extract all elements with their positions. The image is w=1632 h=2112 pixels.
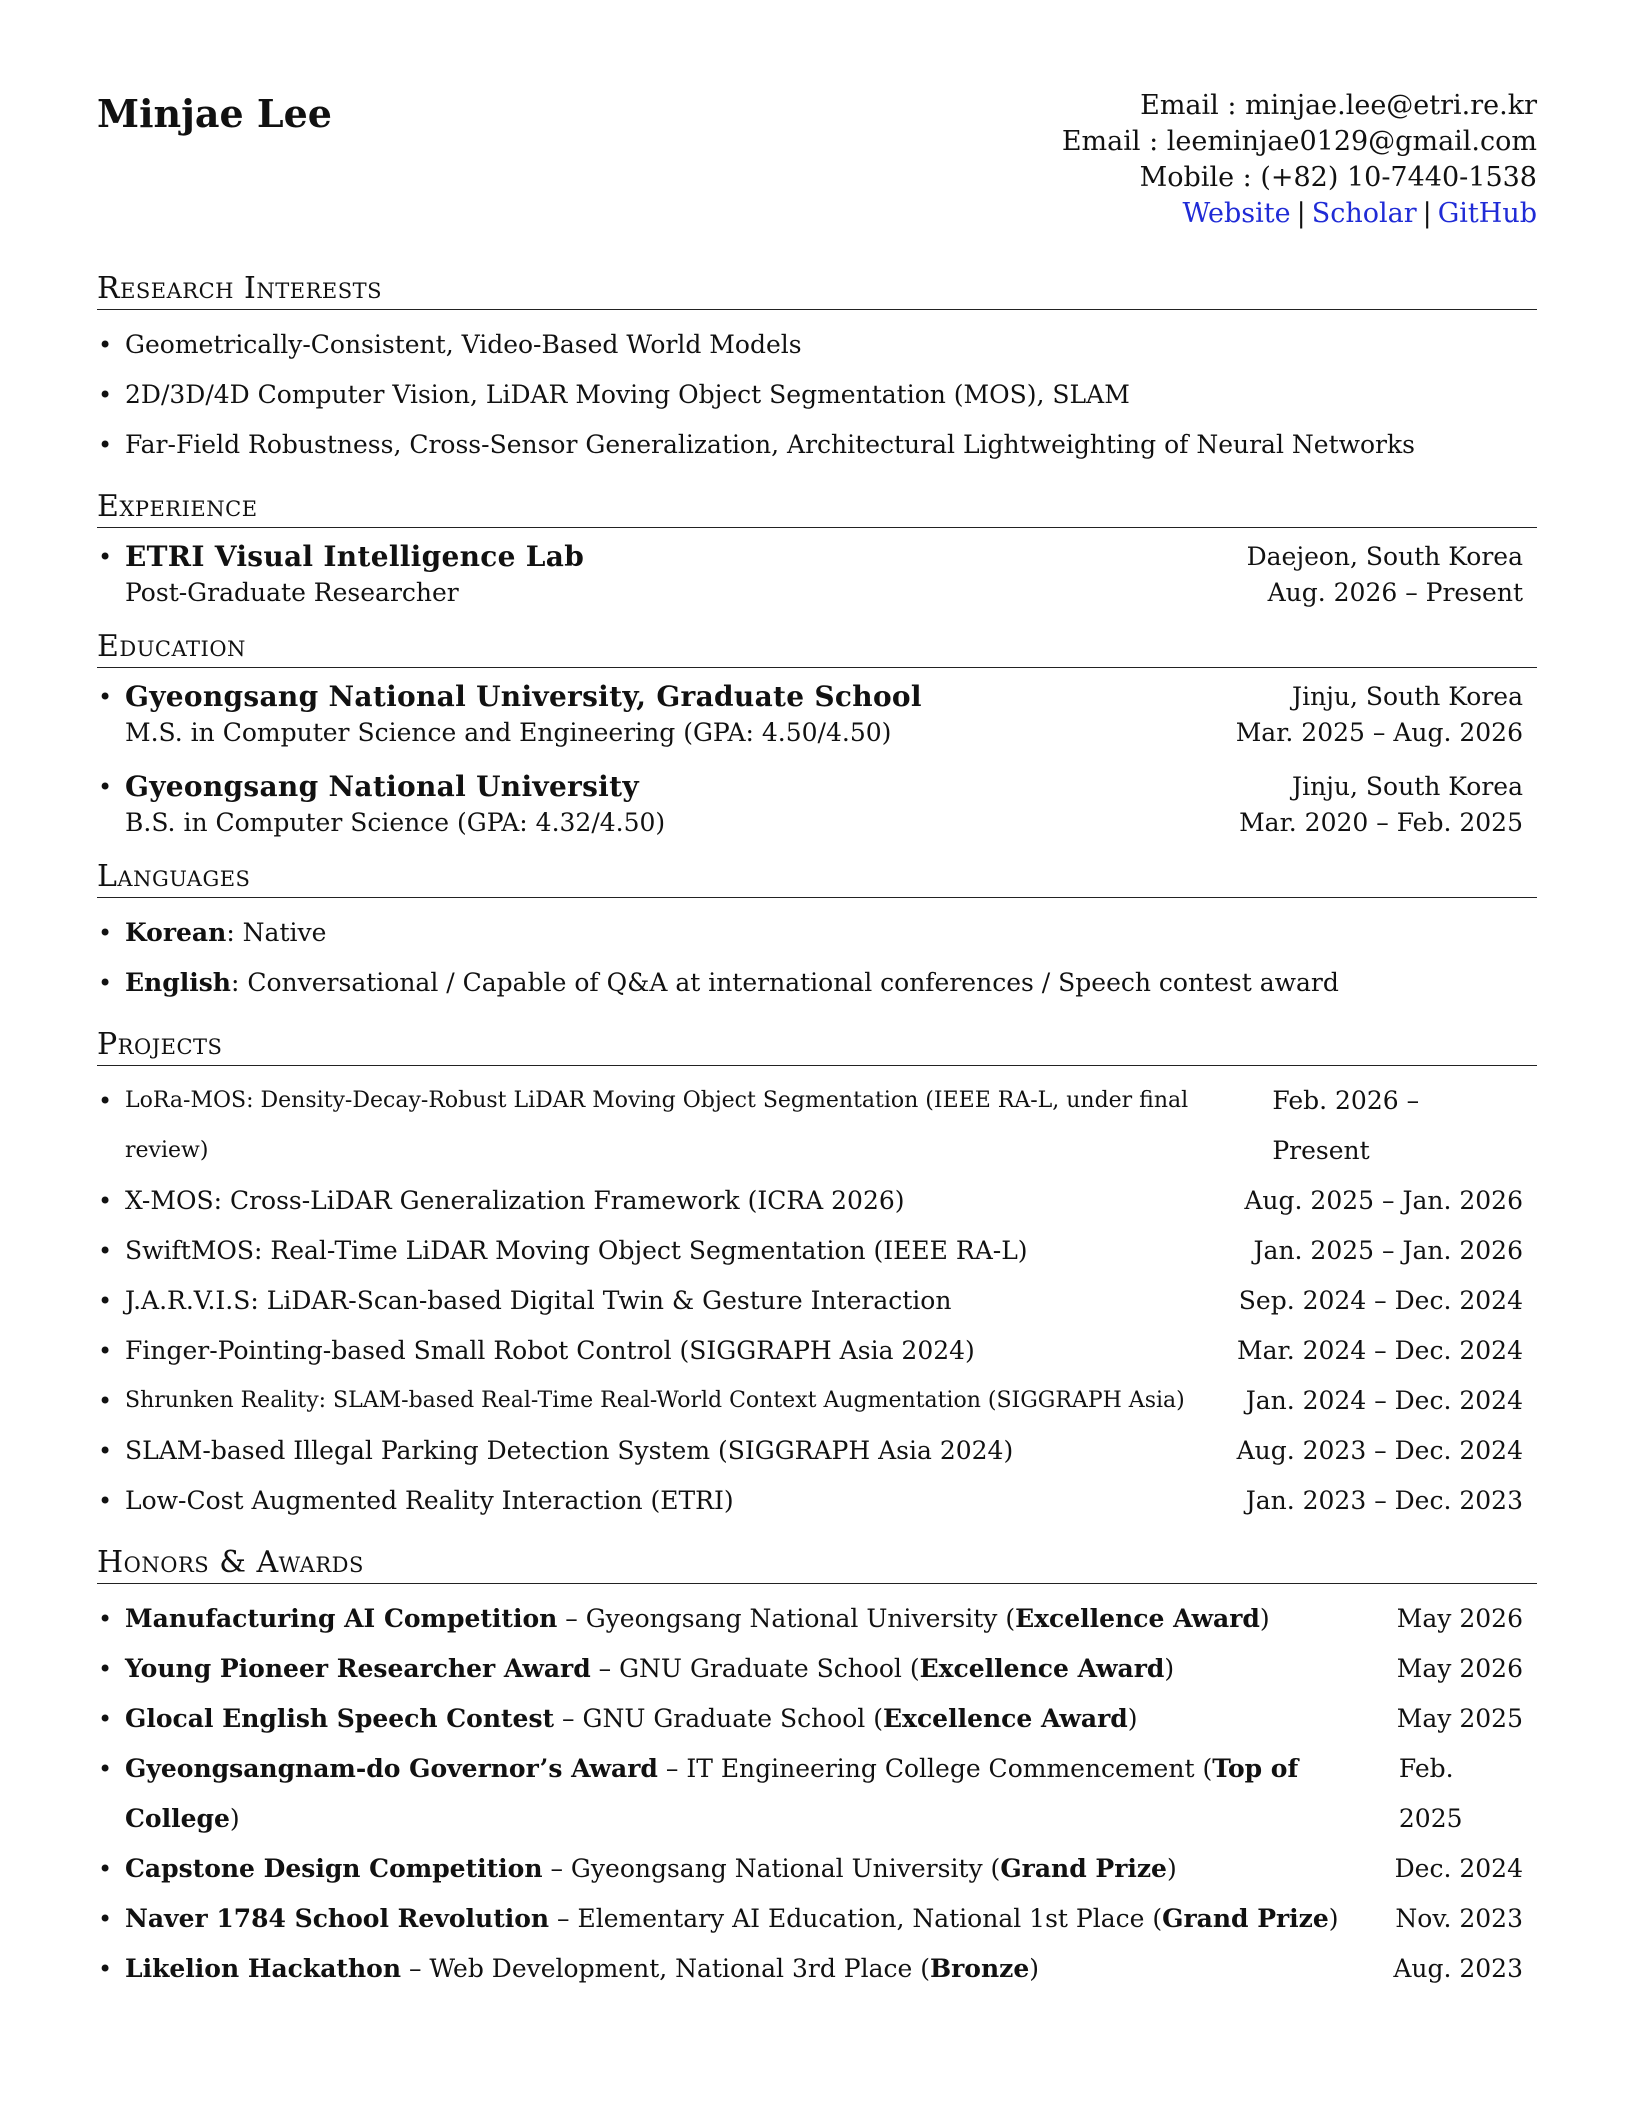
project-dates: Aug. 2025 – Jan. 2026 [1244, 1186, 1523, 1215]
project-name: • Shrunken Reality: SLAM-based Real-Time Real-World Context Augmentation (SIGGRAPH Asia) [125, 1388, 1185, 1413]
resume-page [97, 88, 1537, 2012]
list-item [97, 908, 1537, 958]
education-section [97, 628, 1537, 840]
projects-section [97, 1026, 1537, 1526]
research-interests-section [97, 270, 1537, 470]
award-close: ) [1029, 1954, 1040, 1983]
list-item: • Far-Field Robustness, Cross-Sensor Generalization, Architectural Lightweighting of Neural Networks [97, 420, 1537, 470]
list-item [97, 1894, 1537, 1944]
award-date: Feb. 2025 [1398, 1754, 1463, 1833]
projects-list [97, 1076, 1537, 1526]
award-name: Manufacturing AI Competition [125, 1604, 558, 1633]
entry-sub-row [125, 576, 1537, 610]
dates: Mar. 2020 – Feb. 2025 [1239, 808, 1523, 837]
mobile-number: (+82) 10-7440-1538 [1260, 162, 1537, 193]
award-date: May 2026 [1396, 1654, 1523, 1683]
award-prize: Bronze [930, 1954, 1030, 1983]
award-prize: Excellence Award [1015, 1604, 1260, 1633]
award-date: May 2026 [1396, 1604, 1523, 1633]
award-date: May 2025 [1396, 1704, 1523, 1733]
list-item [97, 1694, 1537, 1744]
candidate-name: Minjae Lee [97, 91, 332, 136]
list-item [97, 1076, 1537, 1176]
section-title: Education [97, 628, 1537, 668]
profile-links [1062, 196, 1537, 232]
education-entry [97, 678, 1537, 750]
entry-main-row [125, 538, 1537, 576]
list-item [97, 1644, 1537, 1694]
email-label: Email : [1140, 90, 1246, 121]
degree: B.S. in Computer Science (GPA: 4.32/4.50) [125, 808, 666, 837]
email-line-2 [1062, 124, 1537, 160]
award-close: ) [1259, 1604, 1270, 1633]
award-close: ) [1166, 1854, 1177, 1883]
language-level: : Native [226, 918, 327, 947]
resume-header [97, 88, 1537, 232]
project-dates: Aug. 2023 – Dec. 2024 [1236, 1436, 1523, 1465]
list-item: • Geometrically-Consistent, Video-Based World Models [97, 320, 1537, 370]
award-close: ) [229, 1804, 240, 1833]
language-level: : Conversational / Capable of Q&A at international conferences / Speech contest award [230, 968, 1339, 997]
award-context: – IT Engineering College Commencement ( [657, 1754, 1213, 1783]
school: • Gyeongsang National University [125, 770, 639, 803]
list-item [97, 1276, 1537, 1326]
award-context: – Gyeongsang National University ( [542, 1854, 1001, 1883]
entry-main-row [125, 678, 1537, 716]
project-name: • J.A.R.V.I.S: LiDAR-Scan-based Digital Twin & Gesture Interaction [125, 1286, 952, 1315]
list-item [97, 1844, 1537, 1894]
experience-section [97, 488, 1537, 610]
language-name: English [125, 968, 231, 997]
organization: • ETRI Visual Intelligence Lab [125, 540, 585, 573]
award-prize: Grand Prize [1162, 1904, 1329, 1933]
language-name: Korean [125, 918, 227, 947]
list-item [97, 1326, 1537, 1376]
email-personal[interactable]: leeminjae0129@gmail.com [1166, 126, 1537, 157]
list-item [97, 1744, 1537, 1844]
entry-sub-row [125, 716, 1537, 750]
award-context: – GNU Graduate School ( [590, 1654, 920, 1683]
contact-block [1062, 88, 1537, 232]
dates: Aug. 2026 – Present [1267, 578, 1523, 607]
award-context: – Gyeongsang National University ( [557, 1604, 1016, 1633]
section-title: Experience [97, 488, 1537, 528]
award-prize: Excellence Award [882, 1704, 1128, 1733]
award-name: Capstone Design Competition [125, 1854, 543, 1883]
entry-sub-row [125, 806, 1537, 840]
role: Post-Graduate Researcher [125, 578, 459, 607]
project-dates: Feb. 2026 – Present [1272, 1086, 1420, 1165]
award-name: Naver 1784 School Revolution [125, 1904, 550, 1933]
experience-entry [97, 538, 1537, 610]
scholar-link[interactable]: Scholar [1311, 198, 1417, 229]
award-prize: Excellence Award [919, 1654, 1165, 1683]
dates: Mar. 2025 – Aug. 2026 [1235, 718, 1523, 747]
project-dates: Mar. 2024 – Dec. 2024 [1237, 1336, 1523, 1365]
location: Jinju, South Korea [1292, 772, 1523, 801]
award-prize: Top of College [125, 1754, 1299, 1833]
award-date: Aug. 2023 [1393, 1954, 1523, 1983]
school: • Gyeongsang National University, Graduate School [125, 680, 922, 713]
list-item [97, 1944, 1537, 1994]
degree: M.S. in Computer Science and Engineering (GPA: 4.50/4.50) [125, 718, 892, 747]
research-interests-list [97, 320, 1537, 470]
mobile-label: Mobile : [1139, 162, 1261, 193]
list-item [97, 1426, 1537, 1476]
list-item [97, 1476, 1537, 1526]
list-item [97, 1376, 1537, 1426]
website-link[interactable]: Website [1182, 198, 1291, 229]
link-separator: | [1296, 198, 1306, 229]
project-name: • LoRa-MOS: Density-Decay-Robust LiDAR Moving Object Segmentation (IEEE RA-L, under final review) [125, 1088, 1189, 1163]
project-name: • SwiftMOS: Real-Time LiDAR Moving Object Segmentation (IEEE RA-L) [125, 1236, 1028, 1265]
list-item [97, 1594, 1537, 1644]
location: Jinju, South Korea [1292, 682, 1523, 711]
project-name: • X-MOS: Cross-LiDAR Generalization Framework (ICRA 2026) [125, 1186, 905, 1215]
award-close: ) [1164, 1654, 1175, 1683]
list-item: • 2D/3D/4D Computer Vision, LiDAR Moving Object Segmentation (MOS), SLAM [97, 370, 1537, 420]
award-close: ) [1328, 1904, 1339, 1933]
award-name: Gyeongsangnam-do Governor’s Award [125, 1754, 658, 1783]
section-title: Languages [97, 858, 1537, 898]
award-date: Dec. 2024 [1394, 1854, 1523, 1883]
project-dates: Jan. 2024 – Dec. 2024 [1245, 1386, 1523, 1415]
entry-main-row [125, 768, 1537, 806]
awards-section [97, 1544, 1537, 1994]
list-item [97, 958, 1537, 1008]
section-title: Honors & Awards [97, 1544, 1537, 1584]
project-name: • Finger-Pointing-based Small Robot Control (SIGGRAPH Asia 2024) [125, 1336, 975, 1365]
list-item [97, 1176, 1537, 1226]
award-name: Likelion Hackathon [125, 1954, 401, 1983]
mobile-line [1062, 160, 1537, 196]
email-label: Email : [1061, 126, 1167, 157]
email-work[interactable]: minjae.lee@etri.re.kr [1245, 90, 1537, 121]
award-date: Nov. 2023 [1395, 1904, 1523, 1933]
location: Daejeon, South Korea [1246, 542, 1523, 571]
languages-section [97, 858, 1537, 1008]
email-line-1 [1062, 88, 1537, 124]
project-dates: Jan. 2023 – Dec. 2023 [1245, 1486, 1523, 1515]
project-dates: Jan. 2025 – Jan. 2026 [1253, 1236, 1523, 1265]
section-title: Research Interests [97, 270, 1537, 310]
education-entry [97, 768, 1537, 840]
github-link[interactable]: GitHub [1437, 198, 1537, 229]
languages-list [97, 908, 1537, 1008]
award-name: Glocal English Speech Contest [125, 1704, 555, 1733]
award-prize: Grand Prize [1000, 1854, 1167, 1883]
section-title: Projects [97, 1026, 1537, 1066]
project-name: • Low-Cost Augmented Reality Interaction (ETRI) [125, 1486, 734, 1515]
award-context: – Web Development, National 3rd Place ( [401, 1954, 930, 1983]
award-name: Young Pioneer Researcher Award [125, 1654, 591, 1683]
list-item [97, 1226, 1537, 1276]
project-name: • SLAM-based Illegal Parking Detection System (SIGGRAPH Asia 2024) [125, 1436, 1014, 1465]
link-separator: | [1422, 198, 1432, 229]
award-context: – GNU Graduate School ( [554, 1704, 883, 1733]
awards-list [97, 1594, 1537, 1994]
award-close: ) [1127, 1704, 1138, 1733]
award-context: – Elementary AI Education, National 1st Place ( [549, 1904, 1163, 1933]
project-dates: Sep. 2024 – Dec. 2024 [1238, 1286, 1523, 1315]
